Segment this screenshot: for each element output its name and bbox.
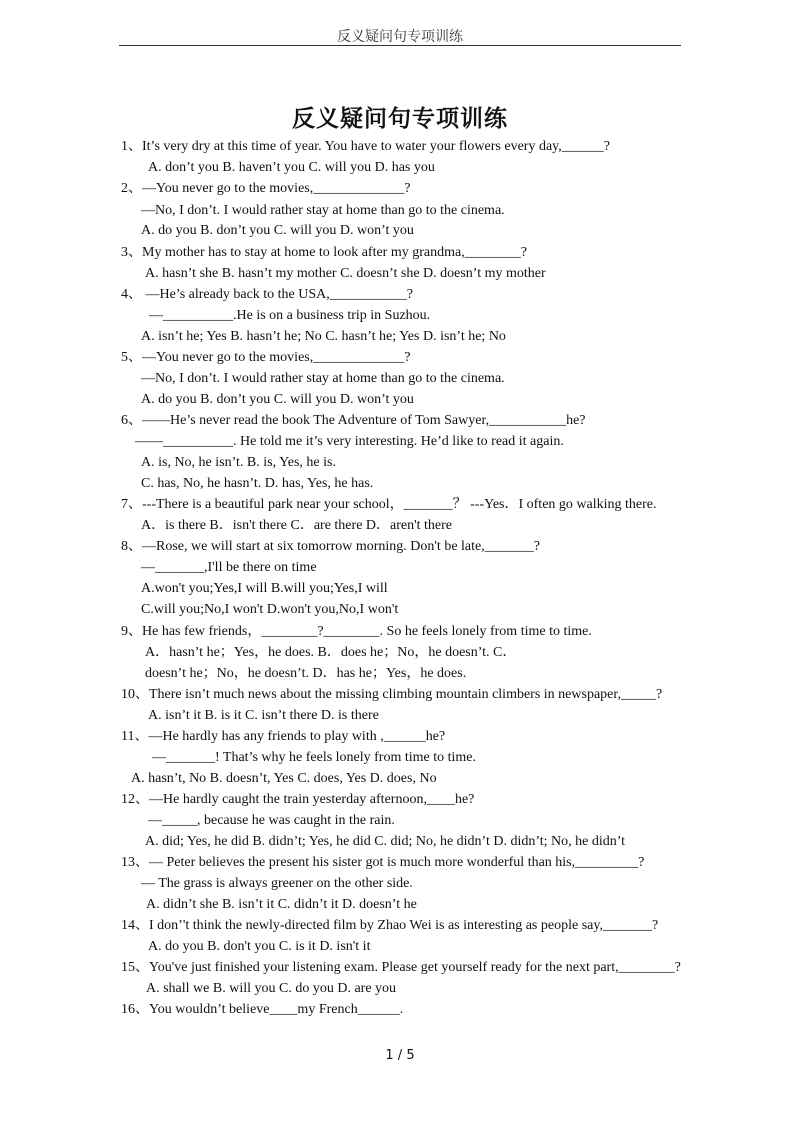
exercise-line: 8、—Rose, we will start at six tomorrow morning. Don't be late,_______? bbox=[121, 539, 540, 554]
exercise-line: 16、You wouldn’t believe____my French______. bbox=[121, 1002, 404, 1017]
exercise-line: A. hasn’t she B. hasn’t my mother C. doesn’t she D. doesn’t my mother bbox=[145, 266, 546, 281]
exercise-line: —_____, because he was caught in the rain. bbox=[148, 813, 395, 828]
exercise-line: doesn’t he；No，he doesn’t. D．has he；Yes，he does. bbox=[145, 666, 467, 681]
exercise-line: 9、He has few friends，________?________. So he feels lonely from time to time. bbox=[121, 624, 592, 639]
exercise-line: —__________.He is on a business trip in Suzhou. bbox=[149, 308, 431, 323]
exercise-line: A.won't you;Yes,I will B.will you;Yes,I will bbox=[141, 581, 388, 596]
exercise-line: 12、—He hardly caught the train yesterday afternoon,____he? bbox=[121, 792, 475, 807]
exercise-line: A．is there B．isn't there C．are there D．aren't there bbox=[141, 518, 452, 533]
exercise-line: 15、You've just finished your listening exam. Please get yourself ready for the next part,________? bbox=[121, 960, 681, 975]
exercise-line: A. do you B. don't you C. is it D. isn't it bbox=[148, 939, 371, 954]
exercise-line: A. do you B. don’t you C. will you D. won’t you bbox=[141, 392, 414, 407]
exercise-line: ——__________. He told me it’s very interesting. He’d like to read it again. bbox=[135, 434, 564, 449]
exercise-line: A. is, No, he isn’t. B. is, Yes, he is. bbox=[141, 455, 336, 470]
exercise-line: 7、---There is a beautiful park near your school，_______？ ---Yes．I often go walking there. bbox=[121, 497, 657, 512]
exercise-line: 10、There isn’t much news about the missing climbing mountain climbers in newspaper,_____? bbox=[121, 687, 663, 702]
exercise-line: 5、—You never go to the movies,_____________? bbox=[121, 350, 411, 365]
exercise-line: C. has, No, he hasn’t. D. has, Yes, he has. bbox=[141, 476, 374, 491]
exercise-line: 4、 —He’s already back to the USA,___________? bbox=[121, 287, 413, 302]
exercise-line: — The grass is always greener on the other side. bbox=[141, 876, 413, 891]
exercise-line: 11、—He hardly has any friends to play with ,______he? bbox=[121, 729, 446, 744]
exercise-line: A. shall we B. will you C. do you D. are you bbox=[146, 981, 397, 996]
exercise-line: A．hasn’t he；Yes，he does. B．does he；No，he doesn’t. C． bbox=[145, 645, 517, 660]
exercise-line: A. didn’t she B. isn’t it C. didn’t it D. doesn’t he bbox=[146, 897, 417, 912]
exercise-line: 1、It’s very dry at this time of year. You have to water your flowers every day,______? bbox=[121, 139, 610, 154]
exercise-line: A. do you B. don’t you C. will you D. won’t you bbox=[141, 223, 414, 238]
exercise-line: A. hasn’t, No B. doesn’t, Yes C. does, Yes D. does, No bbox=[131, 771, 437, 786]
exercise-line: —No, I don’t. I would rather stay at home than go to the cinema. bbox=[141, 203, 505, 218]
exercise-line: A. isn’t it B. is it C. isn’t there D. is there bbox=[148, 708, 379, 723]
exercise-line: A. isn’t he; Yes B. hasn’t he; No C. hasn’t he; Yes D. isn’t he; No bbox=[141, 329, 506, 344]
exercise-line: 6、——He’s never read the book The Adventure of Tom Sawyer,___________he? bbox=[121, 413, 586, 428]
exercise-line: 2、—You never go to the movies,_____________? bbox=[121, 181, 411, 196]
exercise-line: 3、My mother has to stay at home to look after my grandma,________? bbox=[121, 245, 527, 260]
exercise-line: 14、I don’'t think the newly-directed film by Zhao Wei is as interesting as people say,_______? bbox=[121, 918, 659, 933]
exercise-line: —_______,I'll be there on time bbox=[141, 560, 317, 575]
exercise-line: C.will you;No,I won't D.won't you,No,I won't bbox=[141, 602, 399, 617]
exercise-line: A. did; Yes, he did B. didn’t; Yes, he did C. did; No, he didn’t D. didn’t; No, he didn’t bbox=[145, 834, 626, 849]
exercise-line: A. don’t you B. haven’t you C. will you D. has you bbox=[148, 160, 435, 175]
page-title: 反义疑问句专项训练 bbox=[292, 106, 508, 132]
page-header: 反义疑问句专项训练 bbox=[337, 29, 463, 45]
exercise-line: —No, I don’t. I would rather stay at home than go to the cinema. bbox=[141, 371, 505, 386]
exercise-line: 13、— Peter believes the present his sister got is much more wonderful than his,_________? bbox=[121, 855, 645, 870]
exercise-line: —_______! That’s why he feels lonely from time to time. bbox=[152, 750, 477, 765]
page-number: 1 / 5 bbox=[385, 1048, 415, 1063]
